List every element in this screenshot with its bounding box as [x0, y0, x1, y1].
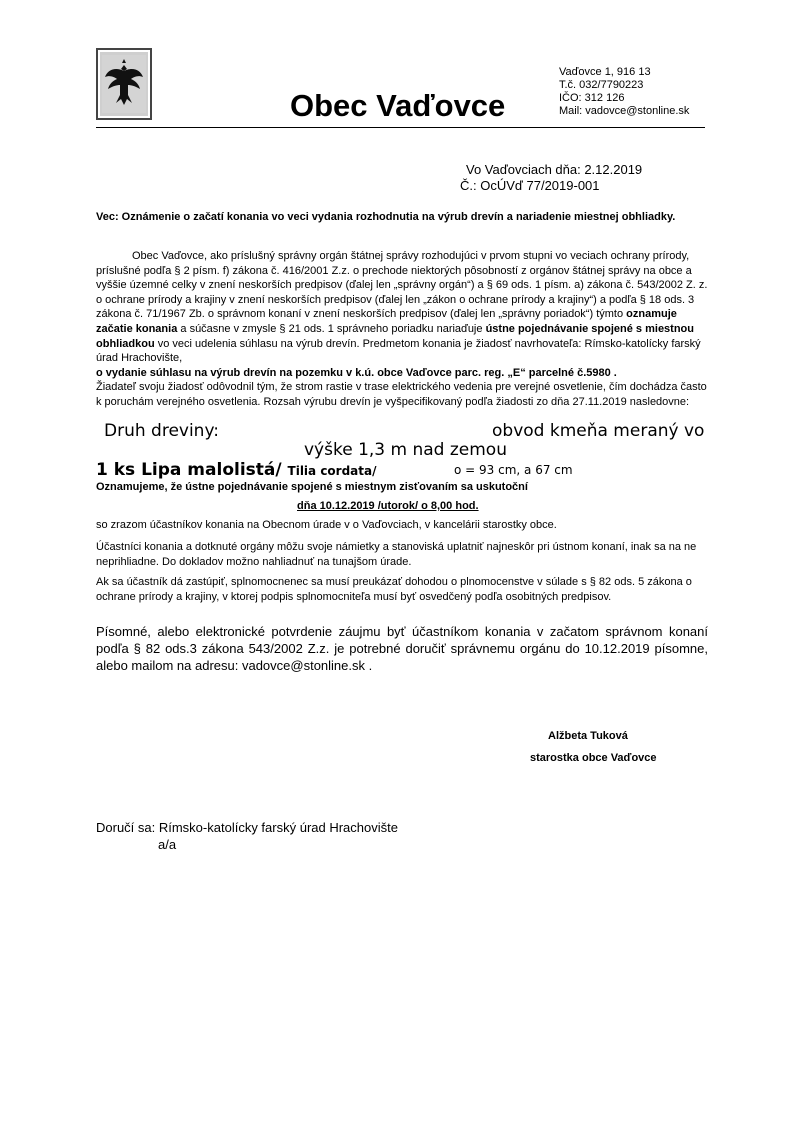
reference-number: Č.: OcÚVď 77/2019-001	[460, 178, 600, 193]
tree-species-row	[96, 460, 377, 480]
hearing-announcement: Oznamujeme, že ústne pojednávanie spojené s miestnym zisťovaním sa uskutoční	[96, 481, 528, 493]
table-header-species: Druh dreviny:	[104, 421, 220, 441]
main-paragraph-bold1: oznamuje začatie konania	[96, 308, 677, 335]
coat-of-arms-eagle-icon	[102, 55, 146, 113]
objections-paragraph: Účastníci konania a dotknuté orgány môžu svoje námietky a stanoviská uplatniť najneskôr pri ústnom konaní, inak sa na ne neprihliadne. Do dokladov možno nahliadnuť na tunajšom úrade.	[96, 541, 697, 568]
main-paragraph-bold3: o vydanie súhlasu na výrub drevín na pozemku v k.ú. obce Vaďovce parc. reg. „E“ parcelné č.5980 .	[96, 366, 617, 379]
main-paragraph-part3: vo veci udelenia súhlasu na výrub drevín. Predmetom konania je žiadosť navrhovateľa: Rímsko-katolícky farský úrad Hrachovište,	[96, 337, 701, 365]
signatory-role: starostka obce Vaďovce	[530, 752, 657, 764]
main-paragraph-part2: a súčasne v zmysle § 21 ods. 1 správneho poriadku nariaďuje	[180, 322, 483, 335]
subject: Vec: Oznámenie o začatí konania vo veci vydania rozhodnutia na výrub drevín a nariadenie miestnej obhliadky.	[96, 211, 676, 223]
meeting-place: so zrazom účastníkov konania na Obecnom úrade v o Vaďovciach, v kancelárii starostky obce.	[96, 519, 557, 531]
header-divider	[96, 127, 705, 128]
main-paragraph	[96, 249, 708, 410]
date-line: Vo Vaďovciach dňa: 2.12.2019	[466, 162, 643, 177]
table-header-girth: obvod kmeňa meraný vo	[492, 421, 705, 441]
main-paragraph-bold2: ústne pojednávanie spojené s miestnou obhliadkou	[96, 322, 694, 350]
confirmation-paragraph: Písomné, alebo elektronické potvrdenie záujmu byť účastníkom konania v začatom správnom konaní podľa § 82 ods.3 zákona 543/2002 Z.z. je potrebné doručiť správnemu orgánu do 10.12.2019 písomne, alebo mailom na adresu: vadovce@stonline.sk .	[96, 624, 708, 673]
contact-block	[559, 66, 689, 118]
tree-species: 1 ks Lipa malolistá/	[96, 460, 282, 480]
hearing-date: dňa 10.12.2019 /utorok/ o 8,00 hod.	[297, 500, 479, 512]
tree-measurement: o = 93 cm, a 67 cm	[454, 463, 573, 477]
signatory-name: Alžbeta Tuková	[548, 730, 628, 742]
delivery-recipient: Doručí sa: Rímsko-katolícky farský úrad Hrachovište	[96, 820, 398, 835]
delivery-aa: a/a	[158, 837, 177, 852]
representation-paragraph: Ak sa účastník dá zastúpiť, splnomocnenec sa musí preukázať dohodou o plnomocenstve v súlade s § 82 ods. 5 zákona o ochrane prírody a krajiny, v ktorej podpis splnomocniteľa musí byť osvedčený podľa osobitných predpisov.	[96, 576, 692, 603]
main-paragraph-part4: Žiadateľ svoju žiadosť odôvodnil tým, že strom rastie v trase elektrického vedenia pre verejné osvetlenie, čím dochádza často k poruchám verejného osvetlenia. Rozsah výrubu drevín je vyšpecifikovaný podľa žiadosti zo dňa 27.11.2019 nasledovne:	[96, 381, 707, 408]
page-title: Obec Vaďovce	[290, 88, 506, 123]
tree-latin-name: Tilia cordata/	[287, 464, 377, 478]
delivery-block	[96, 819, 398, 853]
contact-ico: IČO: 312 126	[559, 92, 625, 104]
contact-mail: Mail: vadovce@stonline.sk	[559, 105, 690, 117]
contact-address: Vaďovce 1, 916 13	[559, 66, 651, 78]
main-paragraph-part1: Obec Vaďovce, ako príslušný správny orgán štátnej správy rozhodujúci v prvom stupni vo veciach ochrany prírody, príslušné podľa § 2 písm. f) zákona č. 416/2001 Z.z. o prechode niektorých pôsobností z orgánov štátnej správy na obce a vyššie územné celky v znení neskorších predpisov (ďalej len „správny orgán“) a § 69 ods. 1 písm. a) zákona č. 543/2002 Z. z. o ochrane prírody a krajiny v znení neskorších predpisov (ďalej len „zákon o ochrane prírody a krajiny“) a podľa § 18 ods. 3 zákona č. 71/1967 Zb. o správnom konaní v znení neskorších predpisov (ďalej len „správny poriadok“) týmto	[96, 250, 708, 321]
table-header-girth-cont: výške 1,3 m nad zemou	[304, 440, 507, 460]
coat-of-arms-logo	[96, 48, 152, 120]
contact-phone: T.č. 032/7790223	[559, 79, 644, 91]
